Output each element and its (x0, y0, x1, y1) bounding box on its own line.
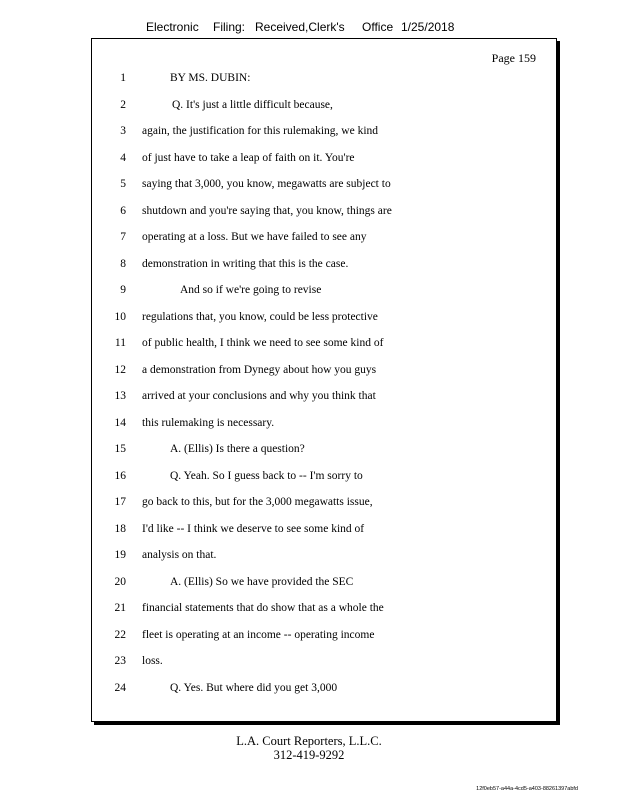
line-number: 2 (120, 98, 126, 111)
transcript-line (92, 682, 532, 700)
line-text: loss. (142, 655, 163, 667)
transcript-line (92, 284, 532, 302)
line-number: 23 (114, 655, 126, 667)
transcript-page (91, 38, 557, 722)
line-number: 4 (120, 151, 126, 164)
line-text: Q. It's just a little difficult because, (172, 98, 333, 111)
line-number: 22 (114, 628, 126, 641)
transcript-line (92, 205, 532, 223)
transcript-line (92, 231, 532, 249)
line-text: arrived at your conclusions and why you think that (142, 390, 376, 402)
transcript-line (92, 178, 532, 196)
transcript-line (92, 496, 532, 514)
line-number: 10 (114, 310, 126, 323)
transcript-line (92, 390, 532, 408)
line-number: 6 (120, 204, 126, 217)
line-number: 1 (120, 72, 126, 84)
filing-header (0, 20, 618, 36)
transcript-line (92, 152, 532, 170)
transcript-line (92, 655, 532, 673)
line-text: A. (Ellis) So we have provided the SEC (170, 575, 354, 588)
line-text: this rulemaking is necessary. (142, 416, 275, 429)
transcript-line (92, 364, 532, 382)
line-number: 7 (120, 231, 126, 243)
line-number: 21 (114, 602, 126, 614)
line-number: 17 (114, 496, 126, 508)
transcript-line (92, 470, 532, 488)
line-text: of public health, I think we need to see some kind of (142, 337, 384, 349)
header-received: Received,Clerk's (255, 20, 345, 34)
line-text: financial statements that do show that as a whole the (142, 602, 384, 614)
header-office: Office (362, 20, 394, 34)
line-number: 14 (114, 416, 126, 429)
line-text: regulations that, you know, could be less protective (142, 310, 378, 323)
line-number: 20 (114, 575, 126, 588)
line-number: 3 (120, 125, 126, 137)
transcript-line (92, 576, 532, 594)
header-filing: Filing: (213, 20, 246, 34)
line-text: And so if we're going to revise (180, 284, 322, 296)
line-number: 13 (114, 390, 126, 402)
transcript-line (92, 337, 532, 355)
line-text: shutdown and you're saying that, you know, things are (142, 204, 392, 217)
line-text: Q. Yes. But where did you get 3,000 (170, 681, 338, 694)
footer-company: L.A. Court Reporters, L.L.C. (236, 734, 382, 748)
header-date: 1/25/2018 (401, 20, 455, 34)
line-number: 18 (114, 522, 126, 535)
document-id: 12f0eb57-a44a-4cd5-a403-88261397abfd (476, 786, 578, 792)
line-text: analysis on that. (142, 549, 217, 561)
transcript-line (92, 311, 532, 329)
transcript-line (92, 258, 532, 276)
line-number: 8 (120, 257, 126, 270)
transcript-line (92, 99, 532, 117)
line-text: I'd like -- I think we deserve to see some kind of (142, 522, 365, 535)
transcript-line (92, 602, 532, 620)
line-number: 15 (114, 443, 126, 455)
line-text: BY MS. DUBIN: (170, 72, 251, 84)
line-number: 11 (114, 337, 126, 349)
line-number: 24 (114, 681, 126, 694)
transcript-line (92, 417, 532, 435)
line-text: go back to this, but for the 3,000 megawatts issue, (142, 496, 373, 508)
transcript-line (92, 549, 532, 567)
line-text: A. (Ellis) Is there a question? (170, 443, 305, 455)
line-text: demonstration in writing that this is the case. (142, 257, 349, 270)
transcript-line (92, 443, 532, 461)
header-electronic: Electronic (146, 20, 199, 34)
line-text: again, the justification for this rulemaking, we kind (142, 125, 379, 137)
line-text: fleet is operating at an income -- operating income (142, 628, 375, 641)
line-text: operating at a loss. But we have failed to see any (142, 231, 367, 243)
line-number: 5 (120, 178, 126, 190)
transcript-line (92, 125, 532, 143)
line-number: 19 (114, 549, 126, 561)
line-text: saying that 3,000, you know, megawatts are subject to (142, 178, 391, 190)
footer-phone: 312-419-9292 (273, 748, 345, 762)
line-text: Q. Yeah. So I guess back to -- I'm sorry to (170, 469, 363, 482)
transcript-line (92, 523, 532, 541)
line-number: 9 (120, 284, 126, 296)
line-number: 16 (114, 469, 126, 482)
line-text: a demonstration from Dynegy about how you guys (142, 363, 377, 376)
transcript-line (92, 72, 532, 90)
transcript-line (92, 629, 532, 647)
line-number: 12 (114, 363, 126, 376)
page-number: Page 159 (491, 51, 536, 65)
line-text: of just have to take a leap of faith on it. You're (142, 151, 355, 164)
